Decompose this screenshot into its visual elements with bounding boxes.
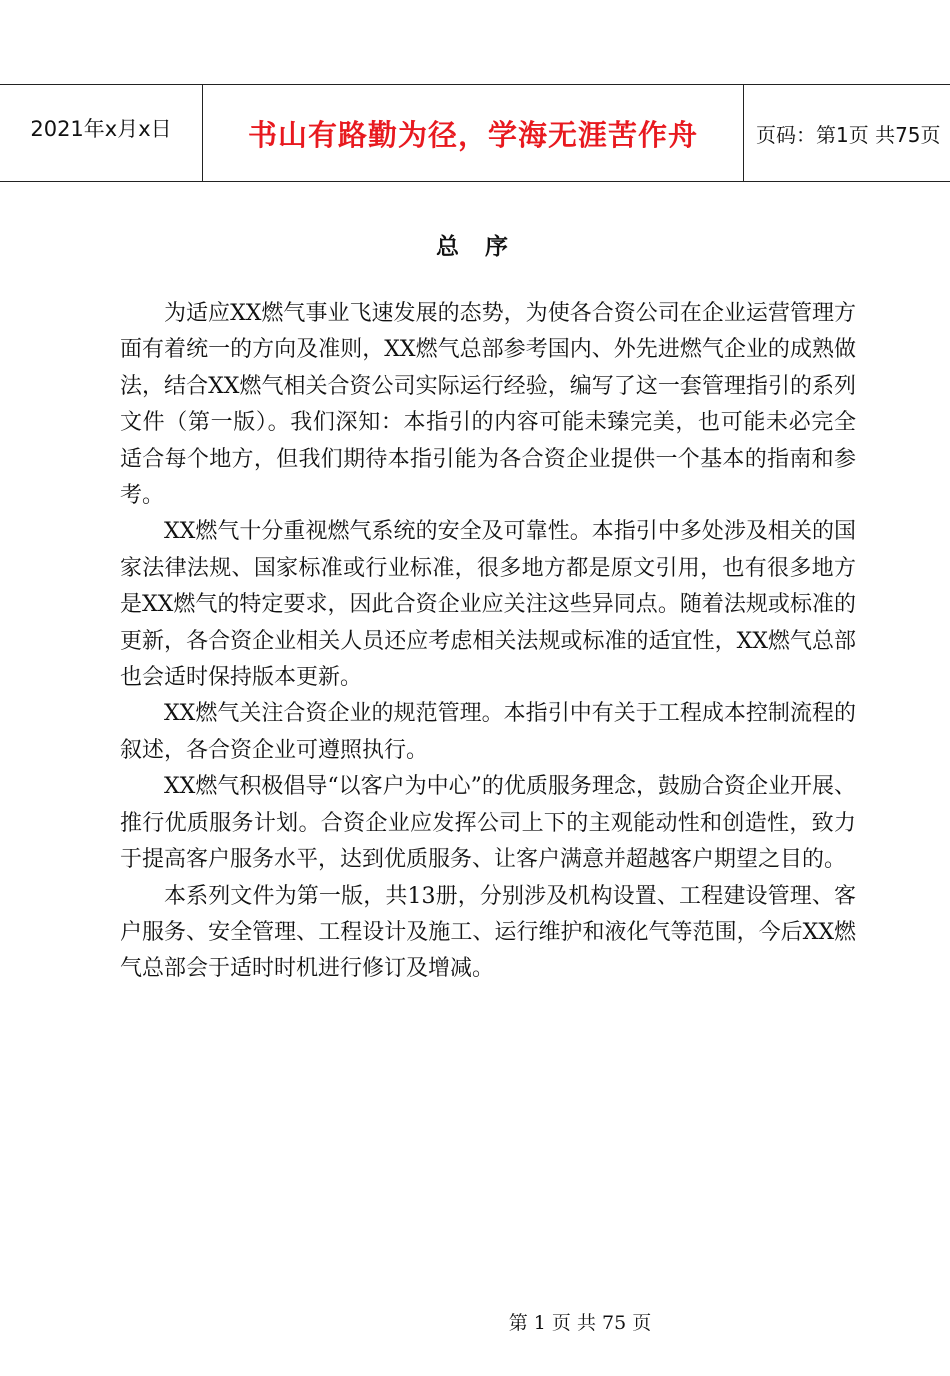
paragraph: XX燃气积极倡导“以客户为中心”的优质服务理念，鼓励合资企业开展、推行优质服务计划。合资企业应发挥公司上下的主观能动性和创造性，致力于提高客户服务水平，达到优质服务、让客户满意并超越客户期望之目的。: [120, 774, 856, 873]
paragraph: 为适应XX燃气事业飞速发展的态势，为使各合资公司在企业运营管理方面有着统一的方向及准则，XX燃气总部参考国内、外先进燃气企业的成熟做法，结合XX燃气相关合资公司实际运行经验，编写了这一套管理指引的系列文件（第一版）。我们深知：本指引的内容可能未臻完美，也可能未必完全适合每个地方，但我们期待本指引能为各合资企业提供一个基本的指南和参考。: [120, 301, 856, 509]
header-motto: 书山有路勤为径，学海无涯苦作舟: [203, 85, 744, 181]
footer-page-number: 第 1 页 共 75 页: [508, 1312, 652, 1334]
paragraph: 本系列文件为第一版，共13册，分别涉及机构设置、工程建设管理、客户服务、安全管理、工程设计及施工、运行维护和液化气等范围，今后XX燃气总部会于适时时机进行修订及增减。: [120, 883, 856, 982]
document-body: [120, 296, 856, 988]
header-page-info: 页码：第1页 共75页: [756, 122, 941, 147]
paragraph: XX燃气关注合资企业的规范管理。本指引中有关于工程成本控制流程的叙述，各合资企业可遵照执行。: [120, 701, 856, 763]
paragraph: XX燃气十分重视燃气系统的安全及可靠性。本指引中多处涉及相关的国家法律法规、国家标准或行业标准，很多地方都是原文引用，也有很多地方是XX燃气的特定要求，因此合资企业应关注这些异同点。随着法规或标准的更新，各合资企业相关人员还应考虑相关法规或标准的适宜性，XX燃气总部也会适时保持版本更新。: [120, 519, 856, 691]
document-title: 总序: [436, 234, 534, 260]
header-date: 2021年x月x日: [0, 85, 203, 181]
page-header: [0, 84, 950, 182]
